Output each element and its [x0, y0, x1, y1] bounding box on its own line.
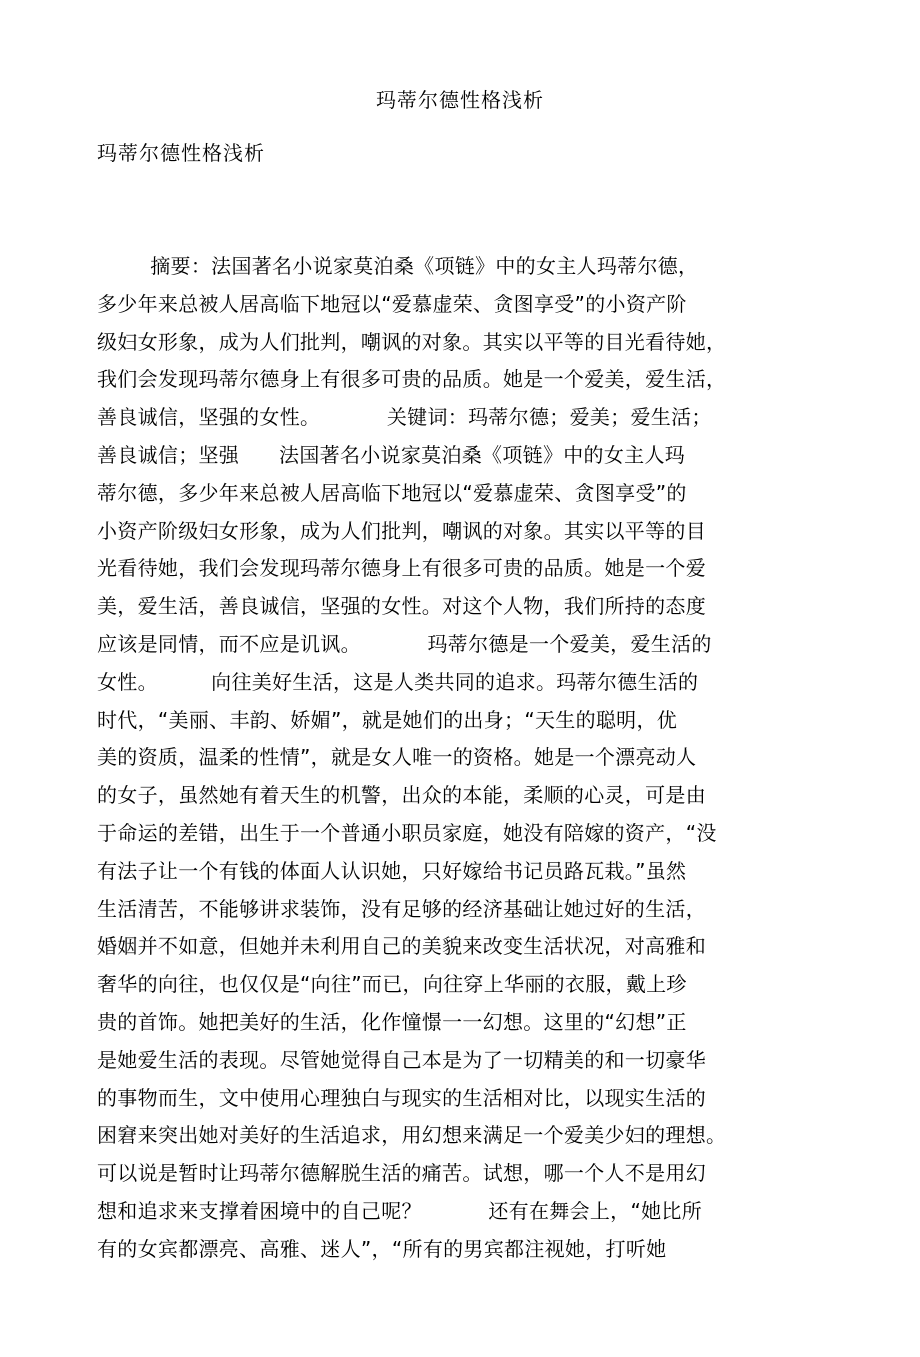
body-line: 小资产阶级妇女形象，成为人们批判，嘲讽的对象。其实以平等的目 — [97, 518, 706, 543]
body-line: 应该是同情，而不应是讥讽。 玛蒂尔德是一个爱美，爱生活的 — [97, 631, 712, 656]
body-line: 光看待她，我们会发现玛蒂尔德身上有很多可贵的品质。她是一个爱 — [97, 556, 706, 581]
body-line: 善良诚信，坚强的女性。 关键词：玛蒂尔德；爱美；爱生活； — [97, 405, 712, 430]
body-line: 女性。 向往美好生活，这是人类共同的追求。玛蒂尔德生活的 — [97, 669, 699, 694]
body-line: 于命运的差错，出生于一个普通小职员家庭，她没有陪嫁的资产，“没 — [97, 820, 717, 845]
body-line: 奢华的向往，也仅仅是“向往”而已，向往穿上华丽的衣服，戴上珍 — [97, 972, 687, 997]
body-line: 级妇女形象，成为人们批判，嘲讽的对象。其实以平等的目光看待她， — [97, 329, 727, 354]
body-line: 善良诚信；坚强 法国著名小说家莫泊桑《项链》中的女主人玛 — [97, 442, 686, 467]
body-line: 生活清苦，不能够讲求装饰，没有足够的经济基础让她过好的生活， — [97, 896, 706, 921]
body-line: 我们会发现玛蒂尔德身上有很多可贵的品质。她是一个爱美，爱生活， — [97, 367, 727, 392]
body-line: 有的女宾都漂亮、高雅、迷人”，“所有的男宾都注视她，打听她 — [97, 1236, 667, 1261]
body-line: 美，爱生活，善良诚信，坚强的女性。对这个人物，我们所持的态度 — [97, 594, 706, 619]
body-line: 贵的首饰。她把美好的生活，化作憧憬一一幻想。这里的“幻想”正 — [97, 1009, 687, 1034]
body-line: 美的资质，温柔的性情”，就是女人唯一的资格。她是一个漂亮动人 — [97, 745, 697, 770]
document-subtitle: 玛蒂尔德性格浅析 — [97, 141, 265, 165]
body-line: 的女子，虽然她有着天生的机警，出众的本能，柔顺的心灵，可是由 — [97, 783, 706, 808]
body-line: 有法子让一个有钱的体面人认识她，只好嫁给书记员路瓦栽。”虽然 — [97, 858, 687, 883]
body-line: 多少年来总被人居高临下地冠以“爱慕虚荣、贪图享受”的小资产阶 — [97, 291, 687, 316]
body-line: 的事物而生，文中使用心理独白与现实的生活相对比，以现实生活的 — [97, 1085, 706, 1110]
document-title: 玛蒂尔德性格浅析 — [376, 88, 544, 112]
document-body — [97, 248, 797, 1269]
body-line: 时代，“美丽、丰韵、娇媚”，就是她们的出身；“天生的聪明，优 — [97, 707, 678, 732]
body-line: 是她爱生活的表现。尽管她觉得自己本是为了一切精美的和一切豪华 — [97, 1047, 706, 1072]
body-line: 蒂尔德，多少年来总被人居高临下地冠以“爱慕虚荣、贪图享受”的 — [97, 480, 687, 505]
body-line: 想和追求来支撑着困境中的自己呢？ 还有在舞会上，“她比所 — [97, 1198, 703, 1223]
body-line: 婚姻并不如意，但她并未利用自己的美貌来改变生活状况，对高雅和 — [97, 934, 706, 959]
body-line: 可以说是暂时让玛蒂尔德解脱生活的痛苦。试想，哪一个人不是用幻 — [97, 1161, 706, 1186]
body-line: 摘要：法国著名小说家莫泊桑《项链》中的女主人玛蒂尔德， — [97, 254, 699, 278]
body-line: 困窘来突出她对美好的生活追求，用幻想来满足一个爱美少妇的理想。 — [97, 1123, 727, 1148]
